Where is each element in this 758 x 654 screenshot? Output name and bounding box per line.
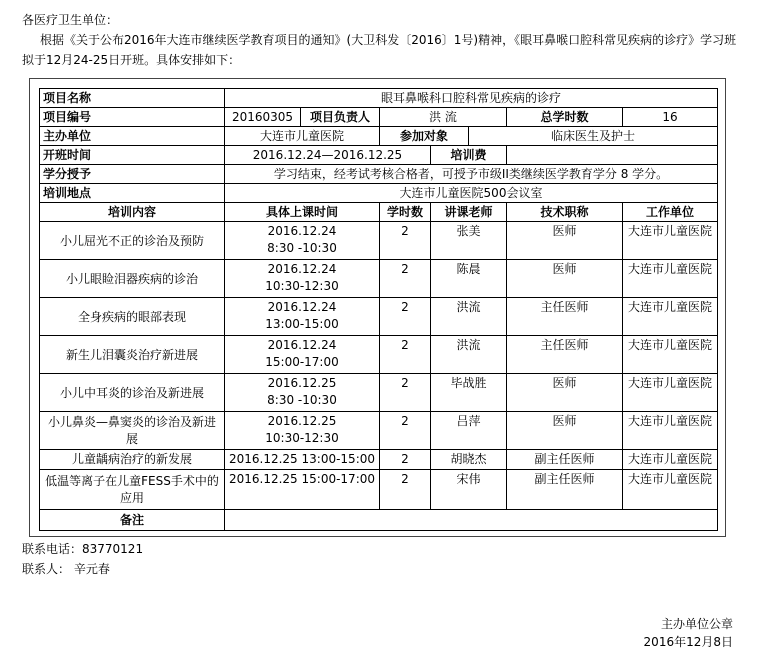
session-time	[225, 336, 380, 374]
session-unit: 大连市儿童医院	[623, 336, 718, 374]
greeting-text: 各医疗卫生单位：	[22, 13, 119, 27]
session-clock: 8:30 -10:30	[267, 241, 337, 255]
audience-label: 参加对象	[380, 127, 469, 146]
session-topic: 全身疾病的眼部表现	[40, 298, 225, 336]
header-topic: 培训内容	[40, 203, 225, 222]
host-org-value: 大连市儿童医院	[225, 127, 380, 146]
session-time	[225, 260, 380, 298]
table-row	[40, 336, 718, 374]
session-hours: 2	[380, 412, 431, 450]
header-time: 具体上课时间	[225, 203, 380, 222]
session-title: 医师	[507, 222, 623, 260]
session-datetime: 2016.12.25 15:00-17:00	[225, 470, 380, 510]
session-teacher: 毕战胜	[431, 374, 507, 412]
credit-value: 学习结束，经考试考核合格者，可授予市级II类继续医学教育学分 8 学分。	[225, 165, 718, 184]
audience-value: 临床医生及护士	[469, 127, 718, 146]
session-topic: 儿童龋病治疗的新发展	[40, 450, 225, 470]
session-title: 医师	[507, 412, 623, 450]
session-topic: 新生儿泪囊炎治疗新进展	[40, 336, 225, 374]
session-teacher: 张美	[431, 222, 507, 260]
session-hours: 2	[380, 450, 431, 470]
session-date: 2016.12.24	[267, 338, 337, 352]
contact-phone: 联系电话：83770121	[22, 542, 144, 556]
session-hours: 2	[380, 336, 431, 374]
info-row-time	[40, 146, 718, 165]
notice-line-1: 根据《关于公布2016年大连市继续医学教育项目的通知》(大卫科发〔2016〕1号)精神，《眼耳鼻喉口腔科常见疾病的诊疗》学习班	[40, 33, 737, 47]
table-row	[40, 298, 718, 336]
table-row	[40, 450, 718, 470]
session-teacher: 胡晓杰	[431, 450, 507, 470]
project-lead-label: 项目负责人	[301, 108, 380, 127]
session-time	[225, 412, 380, 450]
table-row	[40, 412, 718, 450]
session-teacher: 洪流	[431, 336, 507, 374]
session-title: 副主任医师	[507, 470, 623, 510]
info-row-org	[40, 127, 718, 146]
session-date: 2016.12.25	[267, 376, 337, 390]
session-date: 2016.12.24	[267, 224, 337, 238]
session-date: 2016.12.25	[267, 414, 337, 428]
session-hours: 2	[380, 260, 431, 298]
session-teacher: 洪流	[431, 298, 507, 336]
contact-person: 联系人： 辛元春	[22, 562, 110, 576]
total-hours-label: 总学时数	[507, 108, 623, 127]
notice-line-2: 拟于12月24-25日开班。具体安排如下：	[22, 53, 241, 67]
project-lead-value: 洪 流	[380, 108, 507, 127]
total-hours-value: 16	[623, 108, 718, 127]
table-row	[40, 222, 718, 260]
session-date: 2016.12.24	[267, 300, 337, 314]
schedule-table	[39, 88, 718, 531]
session-clock: 15:00-17:00	[265, 355, 339, 369]
session-teacher: 宋伟	[431, 470, 507, 510]
info-row-credit	[40, 165, 718, 184]
session-clock: 13:00-15:00	[265, 317, 339, 331]
project-name-value: 眼耳鼻喉科口腔科常见疾病的诊疗	[225, 89, 718, 108]
session-unit: 大连市儿童医院	[623, 470, 718, 510]
signature-date: 2016年12月8日	[643, 635, 733, 649]
host-org-label: 主办单位	[40, 127, 225, 146]
session-unit: 大连市儿童医院	[623, 222, 718, 260]
session-topic: 小儿屈光不正的诊治及预防	[40, 222, 225, 260]
session-clock: 8:30 -10:30	[267, 393, 337, 407]
header-teacher: 讲课老师	[431, 203, 507, 222]
session-title: 主任医师	[507, 336, 623, 374]
table-row	[40, 374, 718, 412]
signature-org: 主办单位公章	[660, 617, 733, 631]
fee-label: 培训费	[431, 146, 507, 165]
note-row	[40, 510, 718, 531]
session-hours: 2	[380, 470, 431, 510]
session-topic: 小儿眼睑泪器疾病的诊治	[40, 260, 225, 298]
place-value: 大连市儿童医院500会议室	[225, 184, 718, 203]
credit-label: 学分授予	[40, 165, 225, 184]
table-row	[40, 260, 718, 298]
session-topic: 低温等离子在儿童FESS手术中的应用	[40, 470, 225, 510]
session-hours: 2	[380, 298, 431, 336]
session-topic: 小儿中耳炎的诊治及新进展	[40, 374, 225, 412]
session-rows	[40, 222, 718, 450]
session-title: 主任医师	[507, 298, 623, 336]
session-topic: 小儿鼻炎—鼻窦炎的诊治及新进展	[40, 412, 225, 450]
session-clock: 10:30-12:30	[265, 431, 339, 445]
fee-value	[507, 146, 718, 165]
session-title: 副主任医师	[507, 450, 623, 470]
session-unit: 大连市儿童医院	[623, 298, 718, 336]
header-hours: 学时数	[380, 203, 431, 222]
session-title: 医师	[507, 260, 623, 298]
place-label: 培训地点	[40, 184, 225, 203]
session-unit: 大连市儿童医院	[623, 450, 718, 470]
session-teacher: 陈晨	[431, 260, 507, 298]
note-value	[225, 510, 718, 531]
session-time	[225, 298, 380, 336]
session-unit: 大连市儿童医院	[623, 260, 718, 298]
header-title: 技术职称	[507, 203, 623, 222]
project-name-label: 项目名称	[40, 89, 225, 108]
info-row-name	[40, 89, 718, 108]
session-hours: 2	[380, 374, 431, 412]
session-time	[225, 222, 380, 260]
table-row	[40, 470, 718, 510]
start-time-label: 开班时间	[40, 146, 225, 165]
session-teacher: 吕萍	[431, 412, 507, 450]
info-row-code	[40, 108, 718, 127]
session-unit: 大连市儿童医院	[623, 412, 718, 450]
session-hours: 2	[380, 222, 431, 260]
session-time	[225, 374, 380, 412]
session-unit: 大连市儿童医院	[623, 374, 718, 412]
note-label: 备注	[40, 510, 225, 531]
session-date: 2016.12.24	[267, 262, 337, 276]
project-code-label: 项目编号	[40, 108, 225, 127]
session-title: 医师	[507, 374, 623, 412]
info-row-place	[40, 184, 718, 203]
session-datetime: 2016.12.25 13:00-15:00	[225, 450, 380, 470]
start-time-value: 2016.12.24—2016.12.25	[225, 146, 431, 165]
project-code-value: 20160305	[225, 108, 301, 127]
schedule-header-row	[40, 203, 718, 222]
header-unit: 工作单位	[623, 203, 718, 222]
session-clock: 10:30-12:30	[265, 279, 339, 293]
